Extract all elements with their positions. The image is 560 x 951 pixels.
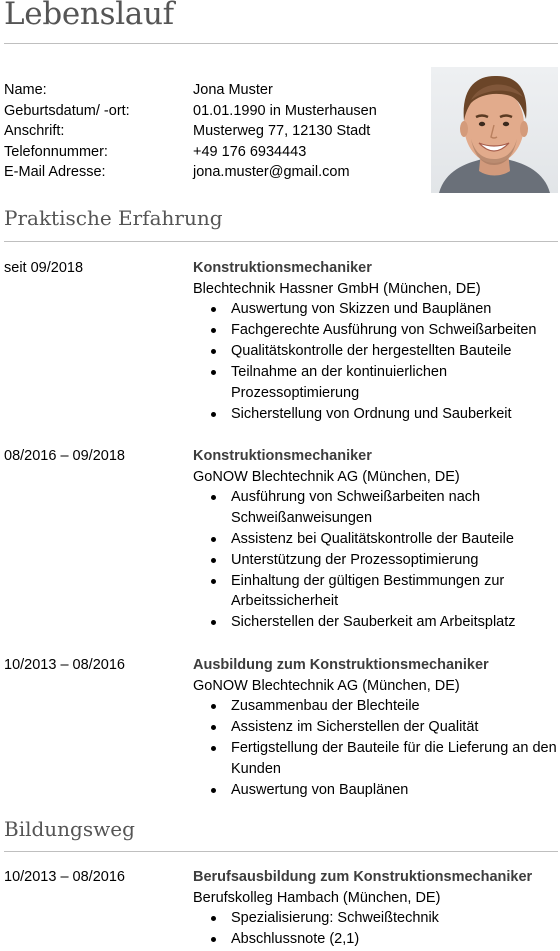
experience-divider	[4, 241, 558, 242]
entry-body	[193, 867, 558, 950]
experience-heading: Praktische Erfahrung	[4, 206, 223, 230]
entry-date: 10/2013 – 08/2016	[4, 869, 125, 885]
list-item: Auswertung von Bauplänen	[231, 780, 558, 801]
entry-body	[193, 446, 558, 633]
list-item: Fachgerechte Ausführung von Schweißarbeiten	[231, 320, 558, 341]
page-title: Lebenslauf	[4, 0, 174, 32]
list-item: Qualitätskontrolle der hergestellten Bauteile	[231, 341, 558, 362]
list-item: Teilnahme an der kontinuierlichen Prozessoptimierung	[231, 362, 558, 403]
address-label: Anschrift:	[4, 123, 65, 139]
list-item: Abschlussnote (2,1)	[231, 929, 558, 950]
education-heading: Bildungsweg	[4, 817, 135, 841]
entry-date: 10/2013 – 08/2016	[4, 657, 125, 673]
name-value: Jona Muster	[193, 82, 273, 98]
personal-row	[4, 101, 424, 122]
list-item: Assistenz im Sicherstellen der Qualität	[231, 717, 558, 738]
personal-details	[4, 80, 424, 183]
entry-company: GoNOW Blechtechnik AG (München, DE)	[193, 677, 460, 694]
entry-bullets	[193, 696, 558, 800]
entry-bullets	[193, 487, 558, 633]
list-item: Assistenz bei Qualitätskontrolle der Bauteile	[231, 529, 558, 550]
personal-row	[4, 162, 424, 183]
list-item: Einhaltung der gültigen Bestimmungen zur Arbeitssicherheit	[231, 571, 558, 612]
list-item: Sicherstellung von Ordnung und Sauberkeit	[231, 404, 558, 425]
list-item: Sicherstellen der Sauberkeit am Arbeitsplatz	[231, 612, 558, 633]
entry-date: seit 09/2018	[4, 260, 84, 276]
list-item: Unterstützung der Prozessoptimierung	[231, 550, 558, 571]
profile-photo	[431, 67, 558, 193]
email-value: jona.muster@gmail.com	[193, 164, 350, 180]
entry-bullets	[193, 908, 558, 950]
list-item: Spezialisierung: Schweißtechnik	[231, 908, 558, 929]
personal-row	[4, 80, 424, 101]
entry-company: Blechtechnik Hassner GmbH (München, DE)	[193, 280, 481, 297]
phone-value: +49 176 6934443	[193, 143, 307, 160]
birth-label: Geburtsdatum/ -ort:	[4, 102, 130, 119]
title-divider	[4, 43, 558, 44]
personal-row	[4, 121, 424, 142]
list-item: Fertigstellung der Bauteile für die Lieferung an den Kunden	[231, 738, 558, 779]
list-item: Ausführung von Schweißarbeiten nach Schweißanweisungen	[231, 487, 558, 528]
entry-role: Konstruktionsmechaniker	[193, 448, 372, 464]
entry-body	[193, 258, 558, 425]
entry-role: Ausbildung zum Konstruktionsmechaniker	[193, 657, 489, 673]
entry-body	[193, 655, 558, 801]
list-item: Auswertung von Skizzen und Bauplänen	[231, 299, 558, 320]
entry-role: Berufsausbildung zum Konstruktionsmechaniker	[193, 869, 533, 885]
email-label: E-Mail Adresse:	[4, 164, 106, 180]
phone-label: Telefonnummer:	[4, 143, 108, 160]
name-label: Name:	[4, 82, 47, 98]
entry-company: Berufskolleg Hambach (München, DE)	[193, 889, 441, 906]
personal-row	[4, 142, 424, 163]
entry-role: Konstruktionsmechaniker	[193, 260, 372, 276]
address-value: Musterweg 77, 12130 Stadt	[193, 123, 371, 139]
entry-company: GoNOW Blechtechnik AG (München, DE)	[193, 468, 460, 485]
entry-date: 08/2016 – 09/2018	[4, 448, 125, 464]
birth-value: 01.01.1990 in Musterhausen	[193, 102, 377, 119]
portrait-illustration	[431, 67, 558, 193]
entry-bullets	[193, 299, 558, 424]
education-divider	[4, 851, 558, 852]
list-item: Zusammenbau der Blechteile	[231, 696, 558, 717]
